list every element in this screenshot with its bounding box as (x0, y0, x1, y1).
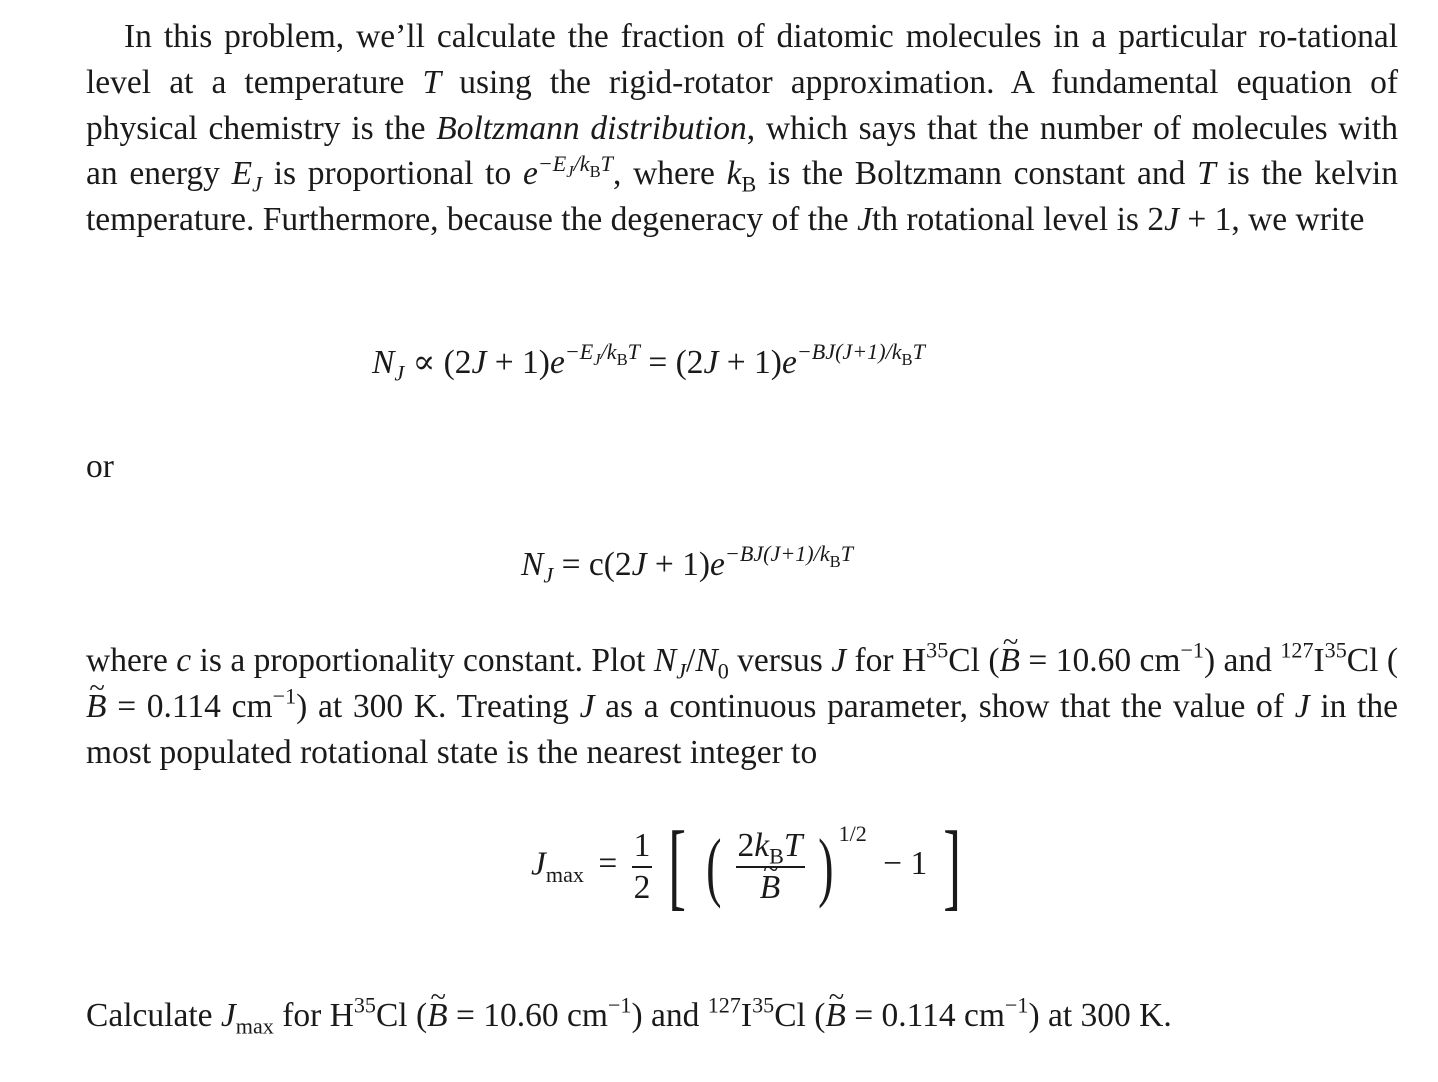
plot-instructions-paragraph: where c is a proportionality constant. Plot $N_J/N_0$ versus J for $H^{35}Cl$ (~ B = 10.60 $cm^{-1}$) and $^{127}I^{35}Cl$ (~ B = 0.114 $cm^{-1}$) at 300 K. Treating J as a continuous parameter, show that the value of J in the most populated rotational state is the nearest integer to (86, 638, 1398, 775)
or-connector: or (86, 448, 114, 485)
equation-constant: $N_J = c(2J + 1)e^{-BJ(J+1)/k_BT}$ (521, 541, 853, 588)
intro-paragraph: In this problem, we’ll calculate the fraction of diatomic molecules in a particular ro-tational level at a temperature T using the rigid-rotator approximation. A fundamental equation of physical chemistry is the Boltzmann distribution, which says that the number of molecules with an energy $E_J$ is proportional to $e^{-E_J/k_BT}$, where $k_B$ is the Boltzmann constant and T is the kelvin temperature. Furthermore, because the degeneracy of the Jth rotational level is 2J + 1, we write (86, 18, 1398, 239)
equation-jmax: $J_{max}$ = $\frac{1}{2}$ [ ( $2k_BT$ ~ B ) $^{1/2}$ − 1 ] (531, 818, 968, 915)
calculate-jmax-paragraph: Calculate $J_{max}$ for $H^{35}Cl$ (~ B = 10.60 $cm^{-1}$) and $^{127}I^{35}Cl$ (~ B = 0.114 $cm^{-1}$) at 300 K. (86, 993, 1398, 1039)
fraction-2kT-over-B: $2k_BT$ ~ B (736, 828, 805, 904)
equation-proportional: $N_J \propto (2J + 1)e^{-E_J/k_BT} = (2J + 1)e^{-BJ(J+1)/k_BT}$ (372, 339, 925, 386)
fraction-one-half: $\frac{1}{2}$ (633, 827, 651, 906)
